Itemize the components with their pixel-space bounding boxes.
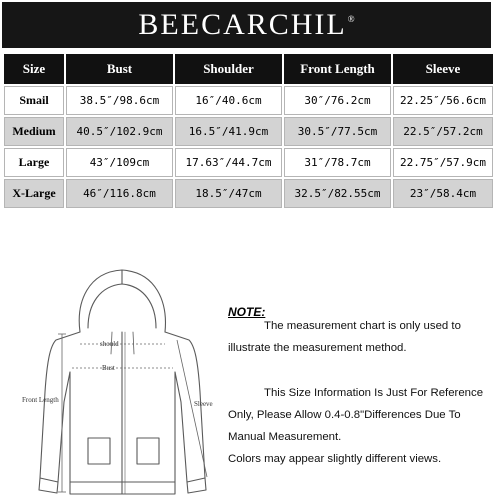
front-length-cell: 30.5″/77.5cm	[284, 117, 391, 146]
front-length-cell: 32.5″/82.55cm	[284, 179, 391, 208]
note-line-6: Colors may appear slightly different views.	[228, 453, 442, 465]
bust-cell: 38.5″/98.6cm	[66, 86, 173, 115]
header-front-length: Front Length	[284, 54, 391, 84]
table-row	[4, 117, 493, 146]
registered-mark: ®	[347, 14, 355, 24]
note-line-5: Manual Measurement.	[228, 431, 342, 443]
sleeve-cell: 23″/58.4cm	[393, 179, 493, 208]
sleeve-cell: 22.5″/57.2cm	[393, 117, 493, 146]
header-size: Size	[4, 54, 64, 84]
note-line-3: This Size Information Is Just For Reference	[264, 387, 484, 399]
brand-banner	[2, 2, 491, 48]
header-shoulder: Shoulder	[175, 54, 282, 84]
front-length-label: Front Length	[22, 396, 59, 404]
measurement-guides	[58, 334, 207, 492]
left-pocket	[88, 438, 110, 464]
sleeve-cell: 22.75″/57.9cm	[393, 148, 493, 177]
header-sleeve: Sleeve	[393, 54, 493, 84]
size-cell: X-Large	[4, 179, 64, 208]
table-row	[4, 179, 493, 208]
size-cell: Smail	[4, 86, 64, 115]
note-title: NOTE:	[228, 305, 266, 319]
header-bust: Bust	[66, 54, 173, 84]
right-drawstring	[133, 332, 134, 354]
bust-label: Bust	[102, 364, 115, 372]
bust-cell: 46″/116.8cm	[66, 179, 173, 208]
right-pocket	[137, 438, 159, 464]
brand-name: BEECARCHIL	[138, 8, 347, 41]
shoulder-label: should	[100, 340, 119, 348]
hood-inner-outline	[88, 284, 156, 328]
bust-cell: 43″/109cm	[66, 148, 173, 177]
sleeve-cell: 22.25″/56.6cm	[393, 86, 493, 115]
bust-cell: 40.5″/102.9cm	[66, 117, 173, 146]
left-sleeve-outline	[40, 332, 80, 482]
size-cell: Large	[4, 148, 64, 177]
note-line-4: Only, Please Allow 0.4-0.8"Differences Due To	[228, 409, 461, 421]
size-cell: Medium	[4, 117, 64, 146]
shoulder-cell: 16″/40.6cm	[175, 86, 282, 115]
size-chart-header-row	[4, 54, 493, 84]
sleeve-label: Sleeve	[194, 400, 213, 408]
table-row	[4, 148, 493, 177]
hoodie-outline	[39, 270, 206, 494]
size-chart-table	[2, 52, 493, 210]
shoulder-cell: 17.63″/44.7cm	[175, 148, 282, 177]
shoulder-cell: 16.5″/41.9cm	[175, 117, 282, 146]
hoodie-measurement-diagram	[0, 262, 225, 500]
note-line-1: The measurement chart is only used to	[264, 320, 461, 332]
front-length-cell: 30″/76.2cm	[284, 86, 391, 115]
table-row	[4, 86, 493, 115]
note-line-2: illustrate the measurement method.	[228, 342, 407, 354]
front-length-cell: 31″/78.7cm	[284, 148, 391, 177]
shoulder-cell: 18.5″/47cm	[175, 179, 282, 208]
